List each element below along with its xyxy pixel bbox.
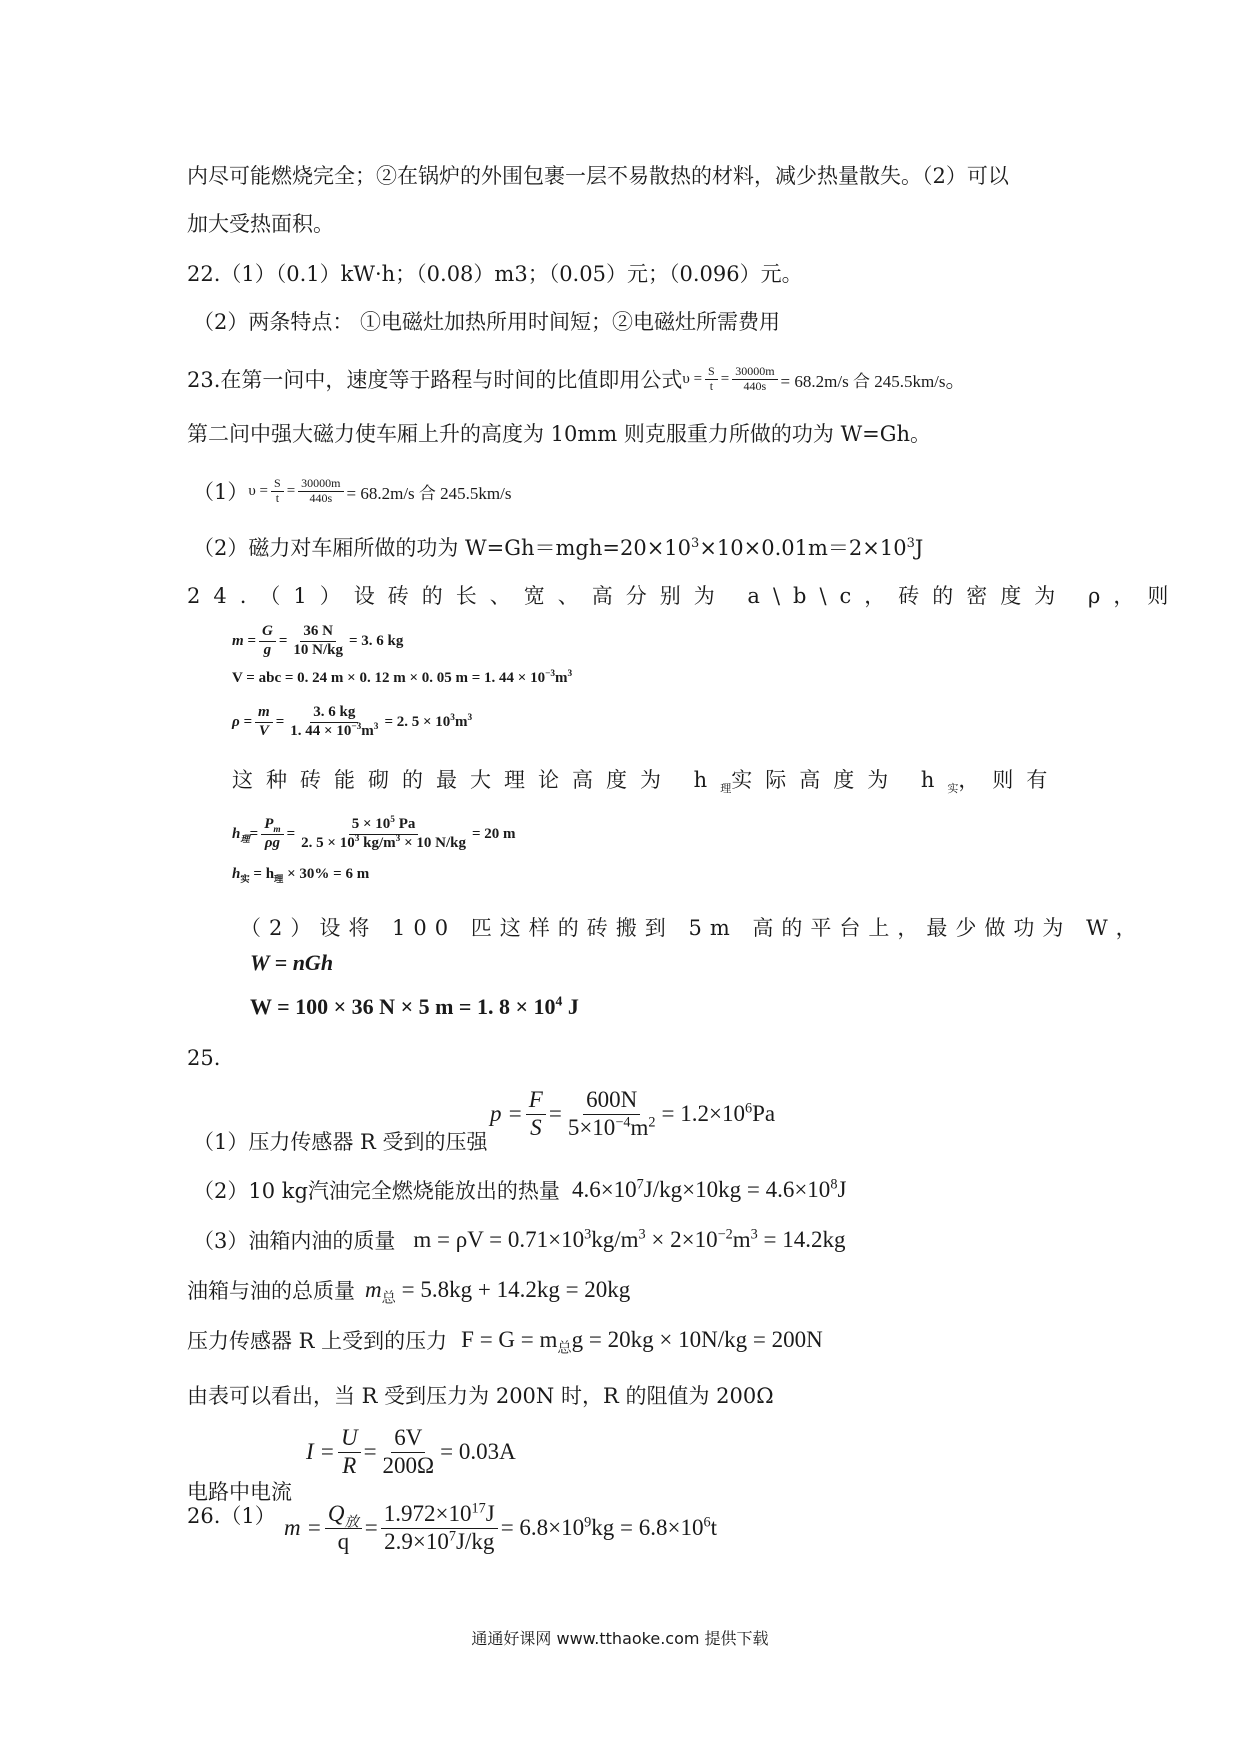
- heat-exp: 7: [636, 1176, 644, 1193]
- q26-number: 26.（1）: [187, 1504, 276, 1528]
- p-den: [565, 1115, 659, 1141]
- mt-sub: 总: [381, 1290, 396, 1307]
- h-lhs: h: [232, 825, 241, 842]
- q23-sup: 3: [691, 536, 700, 551]
- q23-line-4: [193, 532, 923, 562]
- q25-oil-text: （3）油箱内油的质量: [193, 1229, 396, 1253]
- m26-den-unit: J/kg: [455, 1528, 495, 1554]
- rho-res-unit-exp: 3: [467, 712, 473, 723]
- q24-h-end: ，则有: [958, 768, 1061, 792]
- m26-Q: Q: [327, 1501, 345, 1527]
- q25-force-text: 压力传感器 R 上受到的压力: [187, 1329, 448, 1353]
- I-U: U: [338, 1425, 361, 1452]
- m1-frac-G: [259, 623, 276, 659]
- formula-h: $h_理$ = $\frac{P_m}{\rho g}$ = $\frac{5 \times 10^5 Pa}{2. 5 \times 10^3 kg/m^3 \times 10 N/kg}$ = 20 m: [232, 815, 516, 851]
- p-S: S: [530, 1114, 542, 1140]
- formula-p: p = $\frac{F}{S}$ = $\frac{600N}{5\times 10^{-4}m^2}$ = $1.2\times 10^6Pa$: [490, 1087, 776, 1140]
- q25-line-2: [193, 1172, 846, 1208]
- q24-line-3: [240, 912, 1145, 942]
- q23-text: 23.在第一问中，速度等于路程与时间的比值即用公式: [187, 368, 683, 392]
- q25-number: 25.: [187, 1046, 221, 1070]
- formula-m1: m = $\frac{G}{g}$ = $\frac{36 N}{10 N/kg}$ = 3. 6 kg: [232, 623, 404, 658]
- rho-lhs: ρ =: [232, 713, 253, 730]
- v-lhs: υ =: [682, 370, 703, 387]
- formula-w2: [250, 994, 579, 1020]
- v-dot: 。: [945, 368, 967, 392]
- p-lhs: p =: [490, 1101, 523, 1126]
- q25-line-7: 电路中电流: [187, 1480, 292, 1504]
- m26-den-exp: 7: [448, 1527, 456, 1544]
- m1-den: 10 N/kg: [293, 641, 343, 658]
- heat-mid: J/kg×10kg = 4.6×10: [643, 1177, 831, 1202]
- I-den: 200Ω: [382, 1452, 435, 1478]
- q25-line-5: [187, 1322, 823, 1358]
- m26-frac-Qq: [325, 1501, 362, 1555]
- m26-frac: [381, 1501, 498, 1555]
- q23-line-3: （1） υ = $\frac{S}{t}$ = $\frac{30000m}{440s}$ = 68.2m/s 合 245.5km/s: [193, 475, 512, 505]
- rho-res-unit: m: [454, 713, 468, 730]
- h-den-unit: kg/m: [359, 834, 396, 851]
- h-num: [349, 816, 419, 834]
- h-den: [298, 835, 469, 852]
- m26-num-unit: J: [485, 1501, 495, 1527]
- F-sub: 总: [557, 1340, 572, 1357]
- m26-res-unit: t: [710, 1515, 717, 1540]
- q23-sup2: 3: [906, 536, 915, 551]
- mo-exp: 3: [584, 1226, 592, 1243]
- I-frac: [380, 1425, 438, 1479]
- w2-exp: 4: [555, 993, 563, 1009]
- mo-mid: kg/m: [591, 1227, 639, 1252]
- mo-exp3: −2: [717, 1226, 733, 1243]
- q25-heat-text: （2）10 kg汽油完全燃烧能放出的热量: [193, 1179, 560, 1203]
- formula-I: I = $\frac{U}{R}$ = $\frac{6V}{200\Omega}$ = 0.03A: [306, 1425, 516, 1478]
- p-den-exp: −4: [615, 1113, 631, 1130]
- h-num-val: 5 × 10: [351, 816, 391, 833]
- m26-res-mid: kg = 6.8×10: [591, 1515, 704, 1540]
- I-res: = 0.03A: [440, 1439, 516, 1464]
- v-frac-num: [732, 365, 777, 394]
- h-frac: [298, 816, 469, 852]
- h-P: P: [264, 816, 274, 833]
- hs-res: × 30% = 6 m: [287, 866, 370, 882]
- rho-res-val: = 2. 5 × 10: [384, 713, 451, 730]
- p-den-unit-exp: 2: [648, 1113, 656, 1130]
- h-num-exp: 5: [390, 815, 395, 826]
- formula-hs: [232, 866, 369, 883]
- q25-line-6: 由表可以看出，当 R 受到压力为 200N 时，R 的阻值为 200Ω: [187, 1384, 774, 1408]
- V-exp: −3: [545, 669, 556, 679]
- q22-line-2: （2）两条特点： ①电磁灶加热所用时间短；②电磁灶所需费用: [193, 310, 781, 334]
- v2-frac-st: [271, 477, 284, 506]
- rho-m: m: [255, 704, 273, 722]
- q25-line-4: [187, 1272, 630, 1308]
- m26-den: [381, 1529, 497, 1555]
- h-den-unit-exp: 3: [395, 833, 401, 844]
- rho-den-exp: −3: [351, 721, 362, 732]
- p-frac-FS: [526, 1087, 546, 1141]
- m26-res: = 6.8×10: [500, 1515, 585, 1540]
- heat-exp2: 8: [830, 1176, 838, 1193]
- v-num: 30000m: [732, 365, 777, 380]
- rho-res: [384, 714, 472, 731]
- q24-h-text: 这种砖能砌的最大理论高度为 h: [232, 768, 721, 792]
- m26-den-val: 2.9×10: [384, 1528, 449, 1554]
- h-lhs-sub: 理: [240, 834, 250, 845]
- w2-val: W = 100 × 36 N × 5 m = 1. 8 × 10: [250, 994, 556, 1019]
- heat-unit: J: [837, 1177, 847, 1202]
- mo-val: m = ρV = 0.71×10: [413, 1227, 585, 1252]
- rho-den-unit-exp: 3: [373, 721, 379, 732]
- h-den-val: 2. 5 × 10: [301, 834, 355, 851]
- m26-lhs: m =: [284, 1515, 322, 1540]
- v-s: S: [705, 365, 718, 380]
- p-F: F: [526, 1087, 546, 1114]
- heat-val: 4.6×10: [571, 1177, 637, 1202]
- q24-line-2: [232, 764, 1061, 796]
- rho-V: V: [258, 722, 269, 739]
- V-line: V = abc = 0. 24 m × 0. 12 m × 0. 05 m = 1. 44 × 10: [232, 670, 546, 686]
- w2-unit: J: [562, 994, 579, 1019]
- v2-den: 440s: [309, 490, 333, 505]
- hs-lhs: h: [232, 866, 241, 882]
- hs-mid: = h: [253, 866, 275, 882]
- m1-lhs: m =: [232, 632, 256, 649]
- rho-den-val: 1. 44 × 10: [290, 722, 352, 739]
- h-rg: ρg: [264, 834, 281, 851]
- m26-res-exp2: 6: [703, 1514, 711, 1531]
- text-line-1: 内尽可能燃烧完全；②在锅炉的外围包裹一层不易散热的材料，减少热量散失。（2）可以: [187, 164, 1009, 188]
- formula-w1: W = nGh: [250, 950, 334, 975]
- page-footer: 通通好课网 www.tthaoke.com 提供下载: [471, 1629, 769, 1648]
- m1-G: G: [259, 623, 276, 641]
- m1-g: g: [263, 641, 272, 658]
- q24-intro: 24.（1）设砖的长、宽、高分别为 a\b\c，砖的密度为 ρ，则: [187, 584, 1182, 608]
- v2-lhs: υ =: [248, 482, 269, 499]
- rho-den: [287, 723, 381, 740]
- m26-num-exp: 17: [471, 1500, 486, 1517]
- rho-num: 3. 6 kg: [310, 704, 358, 722]
- m26-num: [381, 1501, 498, 1528]
- rho-frac-mV: [255, 704, 273, 740]
- p-res-unit: Pa: [752, 1101, 776, 1126]
- q24-h-sub2: 实: [947, 782, 959, 796]
- q22-line-1: 22.（1）（0.1）kW·h；（0.08）m3；（0.05）元；（0.096）元。: [187, 262, 803, 286]
- p-frac: [565, 1087, 659, 1141]
- m26-Q-sub: 放: [344, 1514, 359, 1531]
- formula-V: [232, 670, 572, 687]
- mt-m: m: [365, 1277, 382, 1302]
- rho-frac: [287, 704, 381, 740]
- q24-line-1: [187, 580, 1182, 610]
- p-den-unit: m: [630, 1114, 649, 1140]
- m26-num-val: 1.972×10: [383, 1501, 472, 1527]
- I-lhs: I =: [306, 1439, 335, 1464]
- mo-mid3: m: [732, 1227, 751, 1252]
- v-t: t: [709, 378, 714, 393]
- q23-work: （2）磁力对车厢所做的功为 W=Gh＝mgh=20×10: [193, 536, 692, 560]
- rho-res-exp: 3: [450, 712, 455, 723]
- v2-result: = 68.2m/s 合 245.5km/s: [346, 483, 512, 503]
- h-den-exp: 3: [354, 833, 360, 844]
- p-num: 600N: [583, 1087, 640, 1114]
- v-frac-st: [705, 365, 718, 394]
- p-res-exp: 6: [744, 1100, 753, 1117]
- m26-q: q: [337, 1528, 350, 1554]
- p-res: = 1.2×10: [661, 1101, 745, 1126]
- V-unit: m: [555, 670, 568, 686]
- q23-mid: ×10×0.01m＝2×10: [699, 536, 907, 560]
- p-den-val: 5×10: [567, 1114, 616, 1140]
- V-unit-exp: 3: [567, 669, 573, 679]
- mo-exp2: 3: [638, 1226, 646, 1243]
- hs-sub: 实: [240, 875, 250, 885]
- h-P-sub: m: [273, 825, 281, 836]
- q25-line-1: （1）压力传感器 R 受到的压强: [193, 1130, 488, 1154]
- v2-s: S: [271, 477, 284, 492]
- formula-m26: m = $\frac{Q_放}{q}$ = $\frac{1.972\times 10^{17}J}{2.9\times 10^7J/kg}$ = $6.8\times 10^9kg = 6.8\times 10^6t$: [284, 1500, 717, 1554]
- hs-mid-sub: 理: [274, 875, 284, 885]
- q23-end: J: [914, 536, 924, 560]
- mo-exp4: 3: [750, 1226, 758, 1243]
- I-R: R: [342, 1452, 357, 1478]
- q24-h-sub1: 理: [720, 782, 732, 796]
- formula-rho: ρ = $\frac{m}{V}$ = $\frac{3. 6 kg}{1. 44 \times 10^{-3}m^3}$ = 2. $5 \times 10^3m^3$: [232, 704, 473, 739]
- h-num-unit: Pa: [394, 816, 416, 833]
- I-frac-UR: [338, 1425, 361, 1479]
- v2-frac-num: [298, 477, 343, 506]
- q25-line-3: [193, 1222, 846, 1258]
- mo-res: = 14.2kg: [757, 1227, 846, 1252]
- q23-line-1: 23.在第一问中，速度等于路程与时间的比值即用公式 υ = $\frac{S}{t}$ = $\frac{30000m}{440s}$ = 68.2m/s 合 245.5km/s 。: [187, 363, 967, 393]
- v-den: 440s: [743, 378, 767, 393]
- v2-t: t: [275, 490, 280, 505]
- m1-frac: [290, 623, 346, 659]
- q24-work-text: （2）设将 100 匹这样的砖搬到 5m 高的平台上，最少做功为 W，: [240, 916, 1145, 940]
- h-den-end: × 10 N/kg: [400, 834, 466, 851]
- q25-total-text: 油箱与油的总质量: [187, 1279, 355, 1303]
- I-num: 6V: [391, 1425, 425, 1452]
- mo-mid2: × 2×10: [645, 1227, 718, 1252]
- m26-res-exp: 9: [584, 1514, 592, 1531]
- m1-num: 36 N: [300, 623, 336, 641]
- F-res: g = 20kg × 10N/kg = 200N: [571, 1327, 823, 1352]
- v-result: = 68.2m/s 合 245.5km/s: [780, 371, 946, 391]
- h-frac-P: [261, 816, 283, 852]
- q23-prefix: （1）: [193, 480, 249, 504]
- m1-res: = 3. 6 kg: [348, 632, 404, 649]
- text-line-2: 加大受热面积。: [187, 212, 334, 236]
- rho-den-unit: m: [361, 722, 374, 739]
- mt-res: = 5.8kg + 14.2kg = 20kg: [395, 1277, 631, 1302]
- q23-line-2: 第二问中强大磁力使车厢上升的高度为 10mm 则克服重力所做的功为 W=Gh。: [187, 422, 932, 446]
- F-line: F = G = m: [461, 1327, 558, 1352]
- v2-num: 30000m: [298, 477, 343, 492]
- q24-h-mid: 实际高度为 h: [731, 768, 948, 792]
- h-res: = 20 m: [471, 825, 516, 842]
